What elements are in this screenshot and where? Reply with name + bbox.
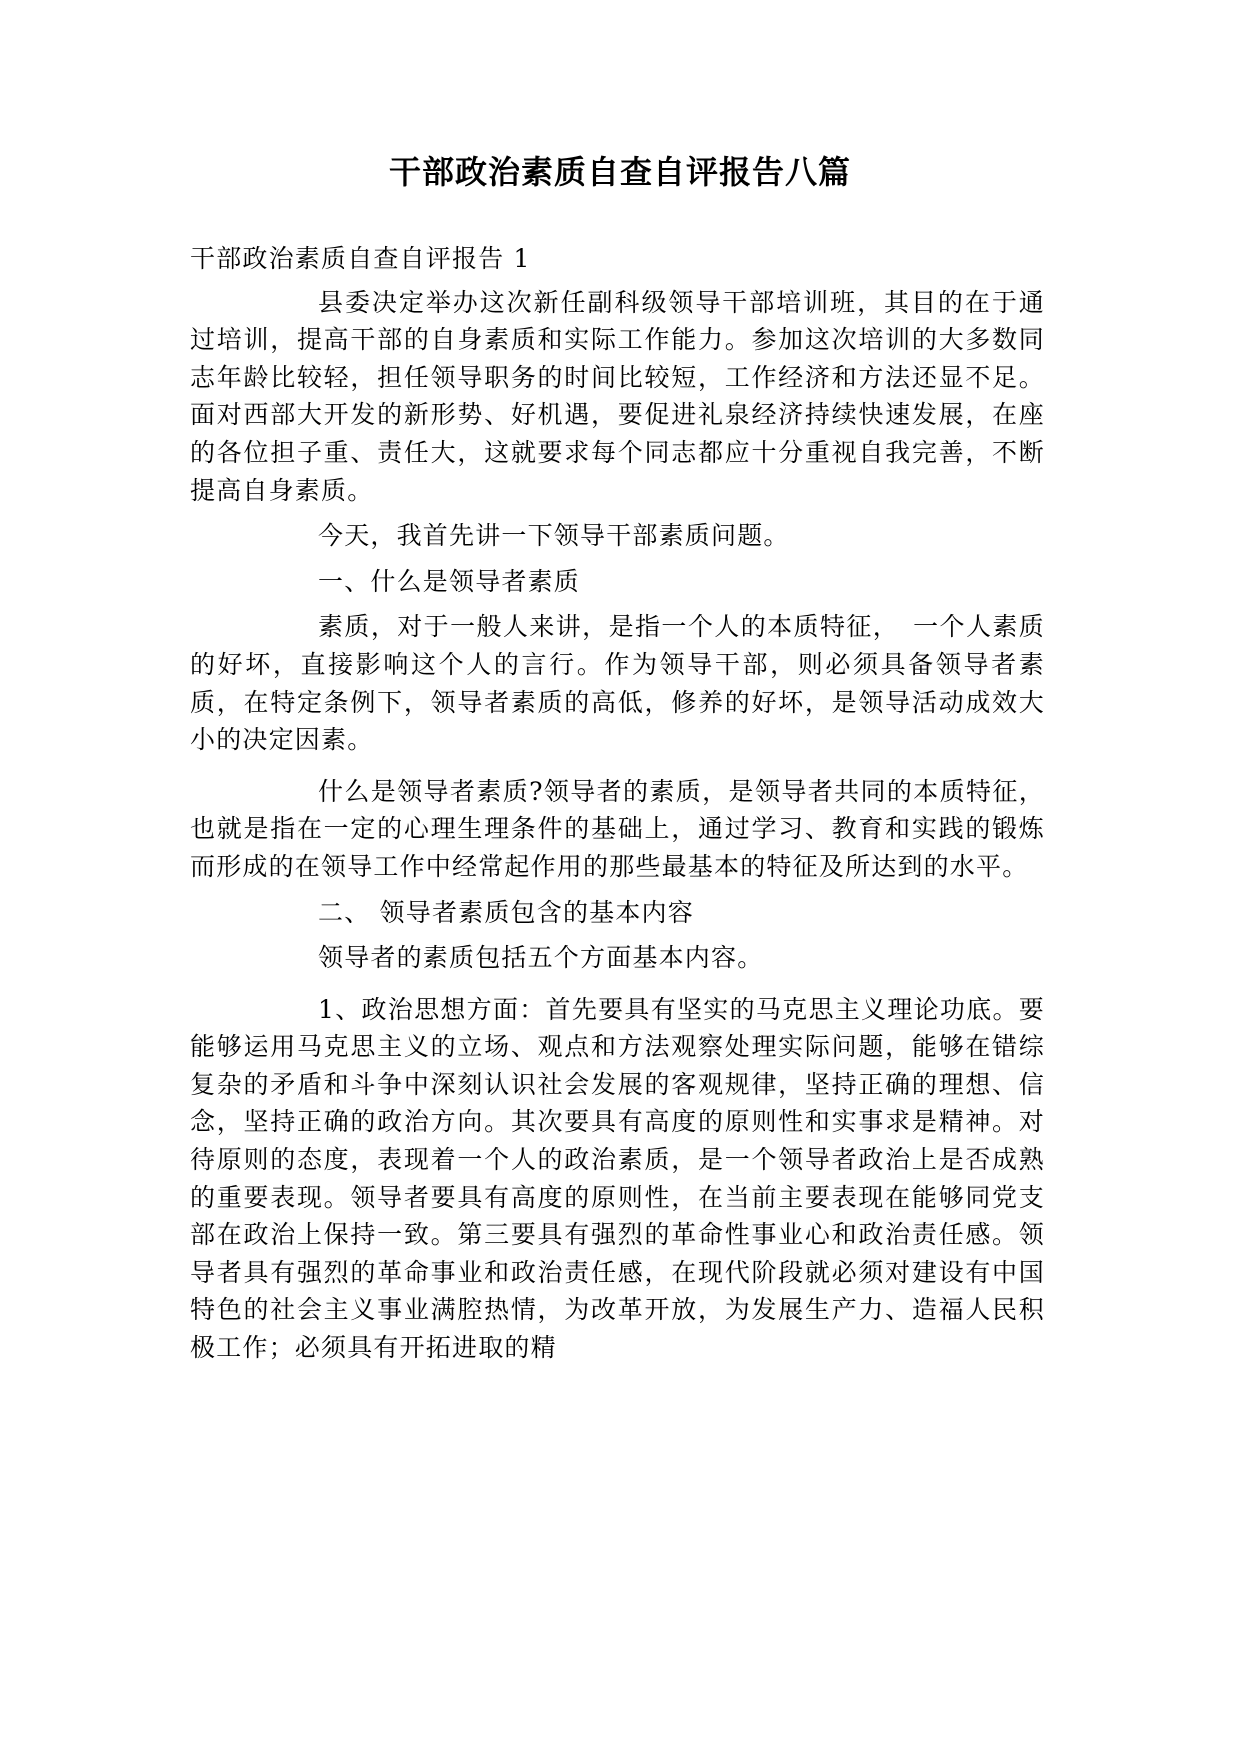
heading-part-one: 一、什么是领导者素质: [318, 566, 581, 596]
paragraph-topic: 今天，我首先讲一下领导干部素质问题。: [318, 521, 790, 551]
paragraph-intro: 县委决定举办这次新任副科级领导干部培训班，其目的在于通过培训，提高干部的自身素质和实际工作能力。参加这次培训的大多数同志年龄比较轻，担任领导职务的时间比较短，工作经济和方法还显不足。面对西部大开发的新形势、好机遇，要促进礼泉经济持续快速发展，在座的各位担子重、责任大，这就要求每个同志都应十分重视自我完善，不断提高自身素质。: [190, 287, 1045, 505]
document-title: 干部政治素质自查自评报告八篇: [388, 153, 851, 191]
section-heading: 干部政治素质自查自评报告 1: [190, 244, 531, 273]
paragraph-five-aspects: 领导者的素质包括五个方面基本内容。: [318, 943, 764, 973]
document-body: [190, 240, 1045, 1367]
paragraph-political-thought: 1、政治思想方面：首先要具有坚实的马克思主义理论功底。要能够运用马克思主义的立场、观点和方法观察处理实际问题，能够在错综复杂的矛盾和斗争中深刻认识社会发展的客观规律，坚持正确的理想、信念，坚持正确的政治方向。其次要具有高度的原则性和实事求是精神。对待原则的态度，表现着一个人的政治素质，是一个领导者政治上是否成熟的重要表现。领导者要具有高度的原则性，在当前主要表现在能够同党支部在政治上保持一致。第三要具有强烈的革命性事业心和政治责任感。领导者具有强烈的革命事业和政治责任感，在现代阶段就必须对建设有中国特色的社会主义事业满腔热情，为改革开放，为发展生产力、造福人民积极工作；必须具有开拓进取的精: [190, 994, 1045, 1363]
paragraph-leader-quality: 什么是领导者素质?领导者的素质，是领导者共同的本质特征，也就是指在一定的心理生理条件的基础上，通过学习、教育和实践的锻炼而形成的在领导工作中经常起作用的那些最基本的特征及所达到的水平。: [190, 776, 1045, 881]
paragraph-quality-definition: 素质，对于一般人来讲，是指一个人的本质特征， 一个人素质的好坏，直接影响这个人的言行。作为领导干部，则必须具备领导者素质，在特定条例下，领导者素质的高低，修养的好坏，是领导活动成效大小的决定因素。: [190, 612, 1045, 755]
heading-part-two: 二、 领导者素质包含的基本内容: [318, 897, 694, 927]
